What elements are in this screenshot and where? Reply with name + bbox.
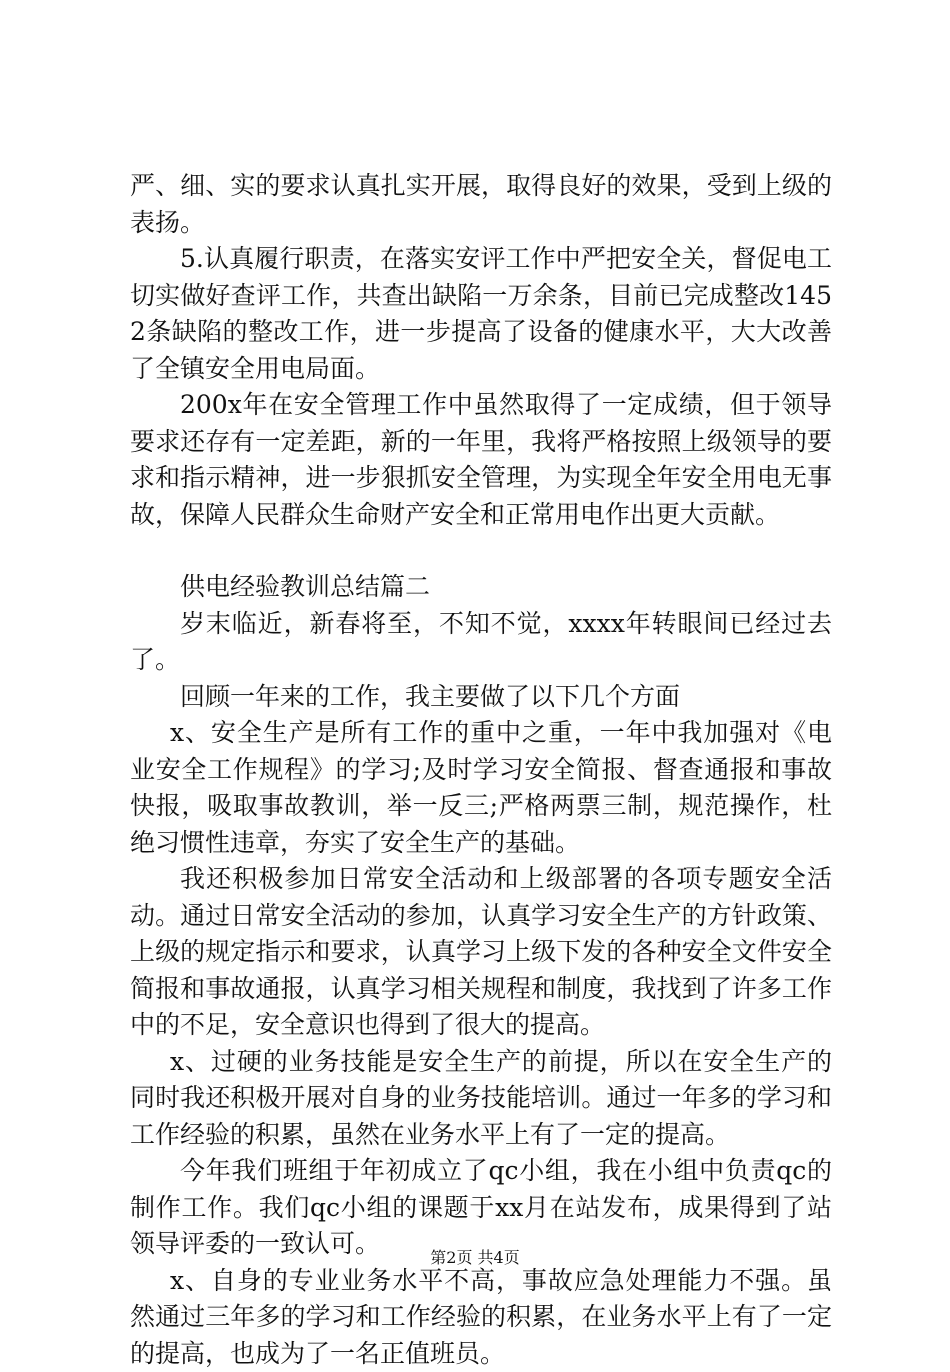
document-body: [130, 168, 832, 1372]
page-number-footer: 第2页 共4页: [0, 1245, 950, 1268]
section-heading: 供电经验教训总结篇二: [130, 569, 832, 606]
paragraph: 回顾一年来的工作，我主要做了以下几个方面: [130, 679, 832, 716]
paragraph: x、自身的专业业务水平不高，事故应急处理能力不强。虽然通过三年多的学习和工作经验的积累，在业务水平上有了一定的提高，也成为了一名正值班员。: [130, 1263, 832, 1372]
paragraph: x、过硬的业务技能是安全生产的前提，所以在安全生产的同时我还积极开展对自身的业务技能培训。通过一年多的学习和工作经验的积累，虽然在业务水平上有了一定的提高。: [130, 1044, 832, 1154]
paragraph: 200x年在安全管理工作中虽然取得了一定成绩，但于领导要求还存有一定差距，新的一年里，我将严格按照上级领导的要求和指示精神，进一步狠抓安全管理，为实现全年安全用电无事故，保障人民群众生命财产安全和正常用电作出更大贡献。: [130, 387, 832, 533]
paragraph: x、安全生产是所有工作的重中之重，一年中我加强对《电业安全工作规程》的学习;及时学习安全简报、督查通报和事故快报，吸取事故教训，举一反三;严格两票三制，规范操作，杜绝习惯性违章，夯实了安全生产的基础。: [130, 715, 832, 861]
paragraph: 岁末临近，新春将至，不知不觉，xxxx年转眼间已经过去了。: [130, 606, 832, 679]
paragraph: 我还积极参加日常安全活动和上级部署的各项专题安全活动。通过日常安全活动的参加，认真学习安全生产的方针政策、上级的规定指示和要求，认真学习上级下发的各种安全文件安全简报和事故通报，认真学习相关规程和制度，我找到了许多工作中的不足，安全意识也得到了很大的提高。: [130, 861, 832, 1044]
paragraph: 今年我们班组于年初成立了qc小组，我在小组中负责qc的制作工作。我们qc小组的课题于xx月在站发布，成果得到了站领导评委的一致认可。: [130, 1153, 832, 1263]
paragraph: 严、细、实的要求认真扎实开展，取得良好的效果，受到上级的表扬。: [130, 168, 832, 241]
paragraph: 5.认真履行职责，在落实安评工作中严把安全关，督促电工切实做好查评工作，共查出缺陷一万余条，目前已完成整改1452条缺陷的整改工作，进一步提高了设备的健康水平，大大改善了全镇安全用电局面。: [130, 241, 832, 387]
